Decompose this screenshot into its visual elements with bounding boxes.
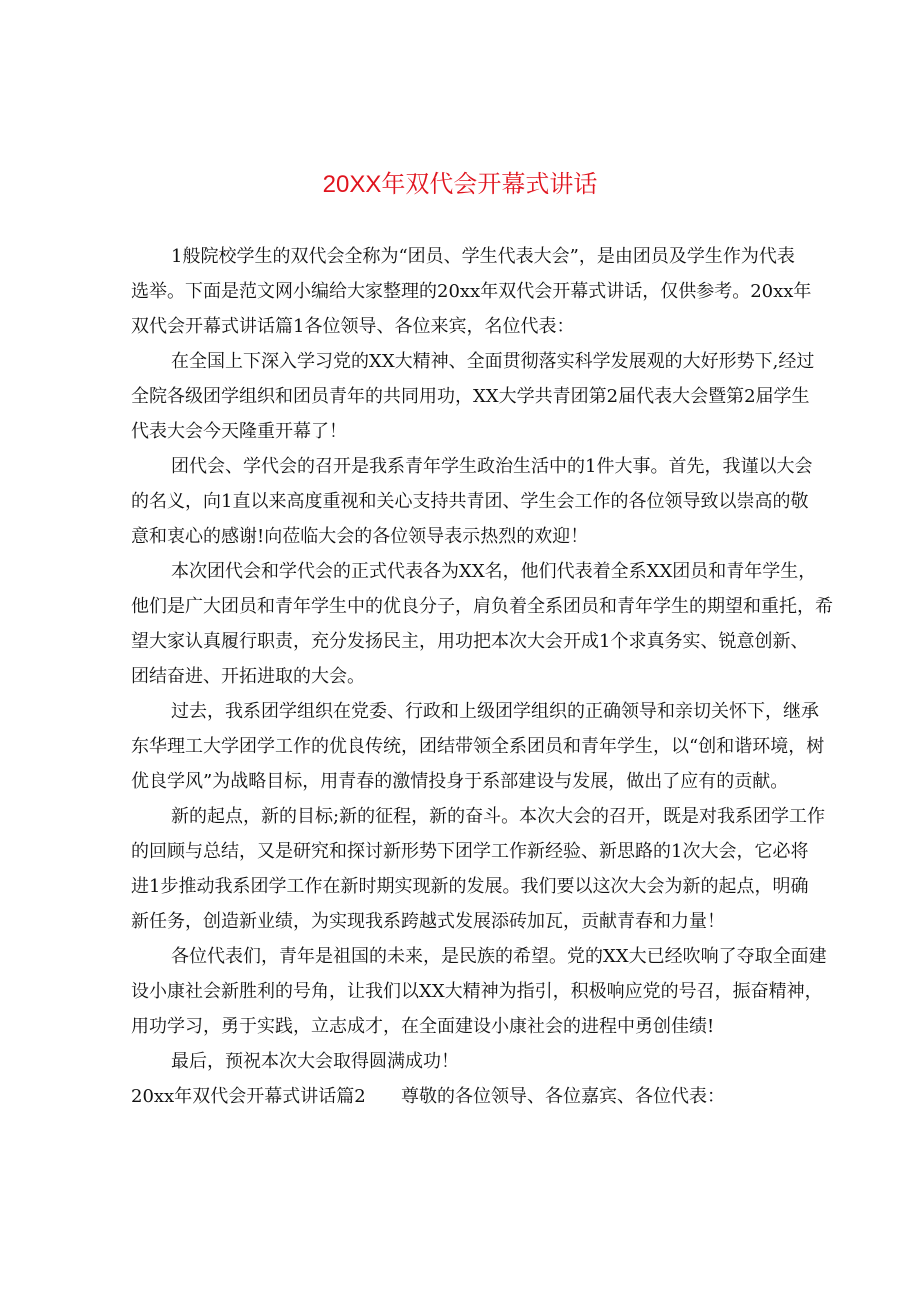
paragraph-line: 团代会、学代会的召开是我系青年学生政治生活中的1件大事。首先，我谨以大会 <box>171 456 813 477</box>
paragraph-line: 在全国上下深入学习党的XX大精神、全面贯彻落实科学发展观的大好形势下,经过 <box>171 351 815 372</box>
paragraph-line: 新任务，创造新业绩，为实现我系跨越式发展添砖加瓦，贡献青春和力量！ <box>131 911 725 932</box>
paragraph-line: 新的起点，新的目标;新的征程，新的奋斗。本次大会的召开，既是对我系团学工作 <box>171 806 826 827</box>
paragraph <box>131 1044 789 1079</box>
paragraph-line: 本次团代会和学代会的正式代表各为XX名，他们代表着全系XX团员和青年学生， <box>171 561 817 582</box>
paragraph <box>131 554 833 694</box>
document-body <box>131 239 833 1114</box>
paragraph-line: 团结奋进、开拓进取的大会。 <box>131 666 365 687</box>
paragraph-line: 设小康社会新胜利的号角，让我们以XX大精神为指引，积极响应党的号召，振奋精神， <box>131 981 823 1002</box>
paragraph <box>131 939 827 1044</box>
paragraph-line: 1般院校学生的双代会全称为“团员、学生代表大会”，是由团员及学生作为代表 <box>171 246 795 267</box>
paragraph-line: 东华理工大学团学工作的优良传统，团结带领全系团员和青年学生，以“创和谐环境，树 <box>131 736 825 757</box>
paragraph <box>131 239 812 344</box>
document-title: 20XX年双代会开幕式讲话 <box>322 171 598 198</box>
paragraph-line: 全院各级团学组织和团员青年的共同用功，XX大学共青团第2届代表大会暨第2届学生 <box>131 386 810 407</box>
paragraph-line: 过去，我系团学组织在党委、行政和上级团学组织的正确领导和亲切关怀下，继承 <box>171 701 819 722</box>
paragraph <box>131 449 813 554</box>
paragraph-line: 代表大会今天隆重开幕了！ <box>131 421 347 442</box>
section-2-heading: 20xx年双代会开幕式讲话篇2 <box>131 1086 366 1107</box>
paragraph <box>131 694 825 799</box>
paragraph <box>131 799 826 939</box>
paragraph-line: 进1步推动我系团学工作在新时期实现新的发展。我们要以这次大会为新的起点，明确 <box>131 876 809 897</box>
paragraph-line: 他们是广大团员和青年学生中的优良分子，肩负着全系团员和青年学生的期望和重托，希 <box>131 596 833 617</box>
paragraph-line: 用功学习，勇于实践，立志成才，在全面建设小康社会的进程中勇创佳绩! <box>131 1016 715 1037</box>
paragraph-line: 意和衷心的感谢!向莅临大会的各位领导表示热烈的欢迎！ <box>131 526 589 547</box>
paragraph-line: 双代会开幕式讲话篇1各位领导、各位来宾，名位代表： <box>131 316 575 337</box>
paragraph-line: 优良学风”为战略目标，用青春的激情投身于系部建设与发展，做出了应有的贡献。 <box>131 771 789 792</box>
paragraph-line: 的回顾与总结，又是研究和探讨新形势下团学工作新经验、新思路的1次大会，它必将 <box>131 841 809 862</box>
paragraph <box>131 344 815 449</box>
paragraph-line: 的名义，向1直以来高度重视和关心支持共青团、学生会工作的各位领导致以崇高的敬 <box>131 491 809 512</box>
paragraph-line: 各位代表们，青年是祖国的未来，是民族的希望。党的XX大已经吹响了夺取全面建 <box>171 946 827 967</box>
paragraph-line: 望大家认真履行职责，充分发扬民主，用功把本次大会开成1个求真务实、锐意创新、 <box>131 631 809 652</box>
section-2-heading-line <box>131 1079 789 1114</box>
paragraph-line: 选举。下面是范文网小编给大家整理的20xx年双代会开幕式讲话，仅供参考。20xx年 <box>131 281 812 302</box>
section-2-greeting: 尊敬的各位领导、各位嘉宾、各位代表： <box>401 1086 725 1107</box>
paragraph-line: 最后，预祝本次大会取得圆满成功！ <box>171 1051 459 1072</box>
